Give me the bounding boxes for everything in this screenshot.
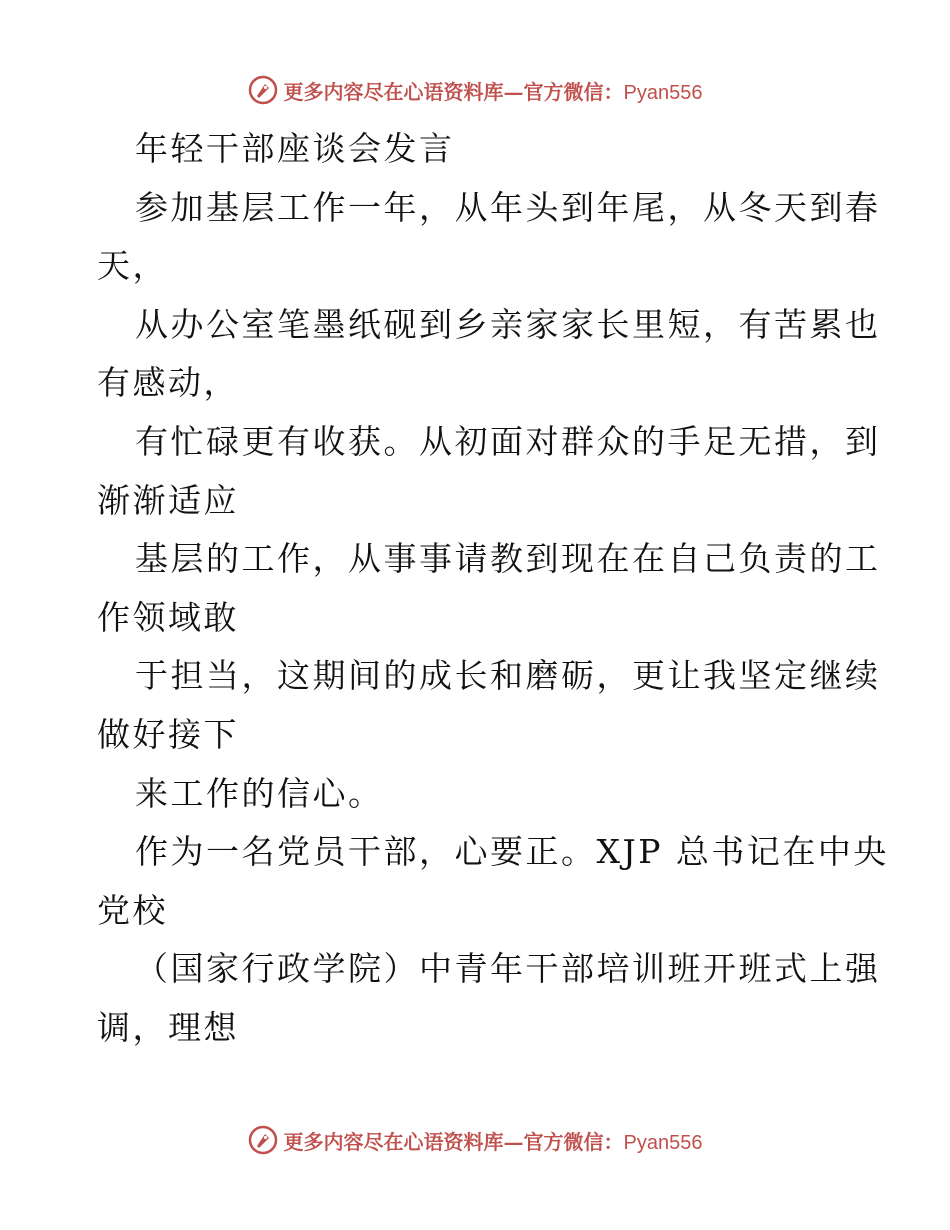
paragraph-line: 天， bbox=[97, 246, 168, 286]
footer-watermark-wechat-id: Pyan556 bbox=[623, 1131, 703, 1154]
paragraph-line: 从办公室笔墨纸砚到乡亲家家长里短，有苦累也 bbox=[135, 304, 881, 344]
paragraph-line: 基层的工作，从事事请教到现在在自己负责的工 bbox=[135, 539, 881, 579]
paragraph-line: 作为一名党员干部，心要正。XJP 总书记在中央 bbox=[135, 832, 889, 872]
footer-watermark-banner bbox=[0, 1120, 950, 1160]
header-watermark-text bbox=[284, 76, 703, 105]
header-watermark-cn: 更多内容尽在心语资料库—官方微信： bbox=[283, 79, 624, 104]
paragraph-line: 调，理想 bbox=[97, 1007, 239, 1047]
header-watermark-wechat-id: Pyan556 bbox=[623, 81, 703, 104]
paragraph-line: 来工作的信心。 bbox=[135, 773, 384, 813]
paragraph-line: 有感动， bbox=[97, 363, 239, 403]
paragraph-line: 作领域敢 bbox=[97, 597, 239, 637]
paragraph-line: 渐渐适应 bbox=[97, 480, 239, 520]
pen-nib-logo-icon bbox=[248, 1125, 278, 1155]
paragraph-line: 于担当，这期间的成长和磨砺，更让我坚定继续 bbox=[135, 656, 881, 696]
paragraph-line: 做好接下 bbox=[97, 714, 239, 754]
pen-nib-logo-icon bbox=[248, 75, 278, 105]
paragraph-line: 有忙碌更有收获。从初面对群众的手足无措，到 bbox=[135, 421, 881, 461]
paragraph-line: 参加基层工作一年，从年头到年尾，从冬天到春 bbox=[135, 187, 881, 227]
document-body bbox=[97, 120, 889, 1058]
footer-watermark-text bbox=[284, 1126, 703, 1155]
header-watermark-banner bbox=[0, 70, 950, 110]
paragraph-line: 党校 bbox=[97, 890, 168, 930]
paragraph-line: （国家行政学院）中青年干部培训班开班式上强 bbox=[135, 949, 881, 989]
footer-watermark-cn: 更多内容尽在心语资料库—官方微信： bbox=[283, 1129, 624, 1154]
document-title: 年轻干部座谈会发言 bbox=[135, 129, 455, 168]
